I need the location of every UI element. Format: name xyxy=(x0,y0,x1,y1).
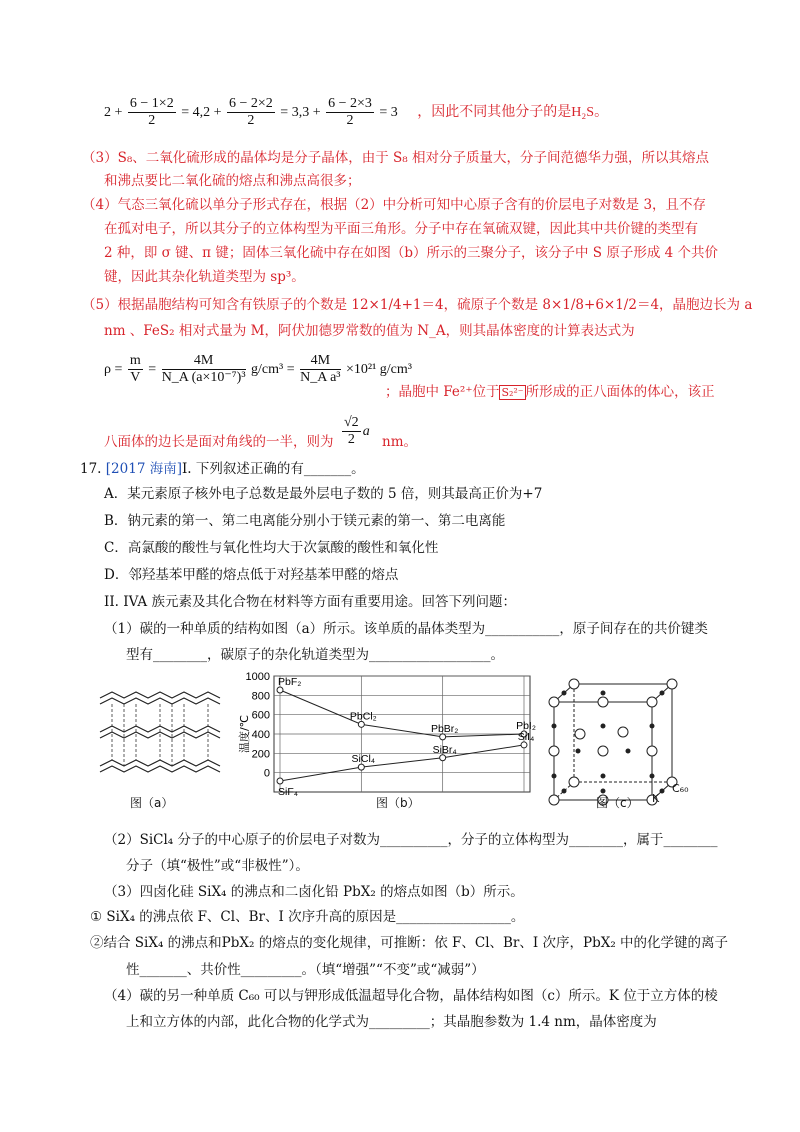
part-2-intro: II. IVA 族元素及其化合物在材料等方面有重要用途。回答下列问题： xyxy=(104,594,516,610)
p5-line1: （5）根据晶胞结构可知含有铁原子的个数是 12×1/4+1＝4，硫原子个数是 8×1/8+6×1/2＝4，晶胞边长为 a xyxy=(82,297,753,313)
formula-tail: ，因此不同其他分子的是H₂S。 xyxy=(417,105,609,120)
frac-v-den: V xyxy=(130,370,141,386)
sqrt2-den: 2 xyxy=(347,432,355,448)
p5-line3 xyxy=(385,382,715,403)
q3-ii-line2: 性_______、共价性_________。（填“增强”“不变”或“减弱”） xyxy=(126,962,485,978)
p5-after2: 所形成的正八面体的体心，该正 xyxy=(525,384,715,400)
p3-line1: （3）S₈、二氧化硫形成的晶体均是分子晶体，由于 S₈ 相对分子质量大，分子间范德华力强，所以其熔点 xyxy=(82,150,709,166)
y-tick-label: 200 xyxy=(251,748,270,761)
unit-1: g/cm³ = xyxy=(251,362,295,377)
q2-line2: 分子（填“极性”或“非极性”）。 xyxy=(126,858,309,874)
frac-b-num: 4M xyxy=(300,353,340,370)
s2-ion-box: S₂²⁻ xyxy=(501,386,524,399)
frac-m-v xyxy=(128,353,143,386)
y-tick-label: 1000 xyxy=(245,672,270,683)
fraction-1-num: 6 − 1×2 xyxy=(129,96,174,112)
eq-sign: = xyxy=(148,362,157,377)
frac-b-den: N_A a³ xyxy=(300,370,341,386)
formula-r2: = 3,3 + xyxy=(280,105,321,120)
p4-line4: 键，因此其杂化轨道类型为 sp³。 xyxy=(104,269,305,285)
frac-sqrt2 xyxy=(342,415,361,448)
y-tick-label: 0 xyxy=(263,767,270,780)
formula-r1: = 4,2 + xyxy=(181,105,222,120)
sqrt-fraction xyxy=(340,412,370,452)
q3-intro: （3）四卤化硅 SiX₄ 的沸点和二卤化铅 PbX₂ 的熔点如图（b）所示。 xyxy=(104,884,524,900)
p4-line1: （4）气态三氧化硫以单分子形式存在，根据（2）中分析可知中心原子含有的价层电子对数是 3，且不存 xyxy=(82,197,707,213)
point-label: PbBr₂ xyxy=(430,722,459,735)
fraction-2-den: 2 xyxy=(247,113,255,129)
sqrt2-num: √2 xyxy=(344,415,359,431)
q1-line2: 型有________，碳原子的杂化轨道类型为__________________。 xyxy=(126,647,504,663)
q1-line1: （1）碳的一种单质的结构如图（a）所示。该单质的晶体类型为___________，原子间存在的共价键类 xyxy=(104,621,708,637)
fraction-3-num: 6 − 2×3 xyxy=(328,96,372,112)
figure-c-caption: 图（c） xyxy=(596,796,639,810)
point-label: SiF₄ xyxy=(278,785,299,798)
frac-density-a xyxy=(162,353,246,386)
p5-line4 xyxy=(104,432,334,452)
unit-2: ×10²¹ g/cm³ xyxy=(346,362,412,377)
q17-stem xyxy=(80,459,365,479)
y-tick-label: 800 xyxy=(251,690,270,703)
density-formula xyxy=(104,350,412,390)
option-b: B．钠元素的第一、第二电离能分别小于镁元素的第一、第二电离能 xyxy=(104,513,506,529)
point-label: SiBr₄ xyxy=(432,743,457,756)
q17-source[interactable]: [2017 海南] xyxy=(105,461,182,477)
point-label: SiCl₄ xyxy=(351,753,376,766)
point-label: PbCl₂ xyxy=(349,710,377,723)
option-a: A．某元素原子核外电子总数是最外层电子数的 5 倍，则其最高正价为+7 xyxy=(104,486,543,502)
fraction-1 xyxy=(128,96,176,129)
y-tick-label: 400 xyxy=(251,729,270,741)
figure-a-caption: 图（a） xyxy=(130,796,174,810)
q3-ii-line1: ②结合 SiX₄ 的沸点和PbX₂ 的熔点的变化规律，可推断：依 F、Cl、Br、I 次序，PbX₂ 中的化学键的离子 xyxy=(90,935,729,951)
p5-nm: nm。 xyxy=(382,434,417,450)
point-label: SiI₄ xyxy=(517,730,535,743)
top-formula xyxy=(104,96,608,130)
k-label: K xyxy=(652,792,660,805)
formula-r3: = 3 xyxy=(379,105,398,120)
formula-lead: 2 + xyxy=(104,105,123,120)
figure-c-c60-cell xyxy=(540,674,680,806)
p3-line2: 和沸点要比二氧化硫的熔点和沸点高很多； xyxy=(104,173,361,189)
frac-m-num: m xyxy=(129,353,141,369)
q2-line1: （2）SiCl₄ 分子的中心原子的价层电子对数为__________，分子的立体构型为________，属于________ xyxy=(104,832,718,848)
q4-line1: （4）碳的另一种单质 C₆₀ 可以与钾形成低温超导化合物，晶体结构如图（c）所示。K 位于立方体的棱 xyxy=(104,988,718,1004)
fraction-3-den: 2 xyxy=(346,113,354,129)
edge-a: a xyxy=(362,424,370,439)
frac-density-b xyxy=(300,353,340,386)
p5-after: ；晶胞中 Fe²⁺位于 xyxy=(385,384,500,400)
q4-line2: 上和立方体的内部，此化合物的化学式为_________；其晶胞参数为 1.4 nm，晶体密度为 xyxy=(126,1014,657,1030)
fraction-3 xyxy=(326,96,374,129)
p4-line2: 在孤对电子，所以其分子的立体构型为平面三角形。分子中存在氧硫双键，因此其中共价键的类型有 xyxy=(104,221,698,237)
q17-stem-text: I. 下列叙述正确的有_______。 xyxy=(181,461,365,477)
p5-line2: nm 、FeS₂ 相对式量为 M，阿伏加德罗常数的值为 N_A，则其晶体密度的计算表达式为 xyxy=(104,323,635,339)
series-line-pbx2 xyxy=(280,690,524,737)
fraction-2 xyxy=(227,96,275,129)
fraction-2-num: 6 − 2×2 xyxy=(229,96,273,112)
frac-a-den: N_A (a×10⁻⁷)³ xyxy=(161,370,246,386)
c60-label: C₆₀ xyxy=(672,782,689,795)
point-label: PbF₂ xyxy=(278,676,302,689)
series-line-six4 xyxy=(280,745,524,781)
q17-number: 17. xyxy=(80,461,102,477)
point-label: PbI₂ xyxy=(516,720,536,732)
p5-line4a: 八面体的边长是面对角线的一半，则为 xyxy=(104,434,334,450)
q3-i: ① SiX₄ 的沸点依 F、Cl、Br、I 次序升高的原因是_________________。 xyxy=(90,909,525,925)
figure-b-chart xyxy=(234,672,538,802)
frac-a-num: 4M xyxy=(162,353,246,370)
option-d: D．邻羟基苯甲醛的熔点低于对羟基苯甲醛的熔点 xyxy=(104,567,399,583)
fraction-1-den: 2 xyxy=(148,113,156,129)
p4-line3: 2 种，即 σ 键、π 键；固体三氧化硫中存在如图（b）所示的三聚分子，该分子中 S 原子形成 4 个共价 xyxy=(104,245,718,261)
y-axis-label: 温度/℃ xyxy=(238,714,251,754)
figure-a-graphite xyxy=(96,684,228,806)
rho-lhs: ρ = xyxy=(104,362,123,377)
y-tick-label: 600 xyxy=(251,709,270,722)
figure-b-caption: 图（b） xyxy=(376,796,420,810)
option-c: C．高氯酸的酸性与氧化性均大于次氯酸的酸性和氧化性 xyxy=(104,540,439,556)
data-point xyxy=(277,778,283,784)
